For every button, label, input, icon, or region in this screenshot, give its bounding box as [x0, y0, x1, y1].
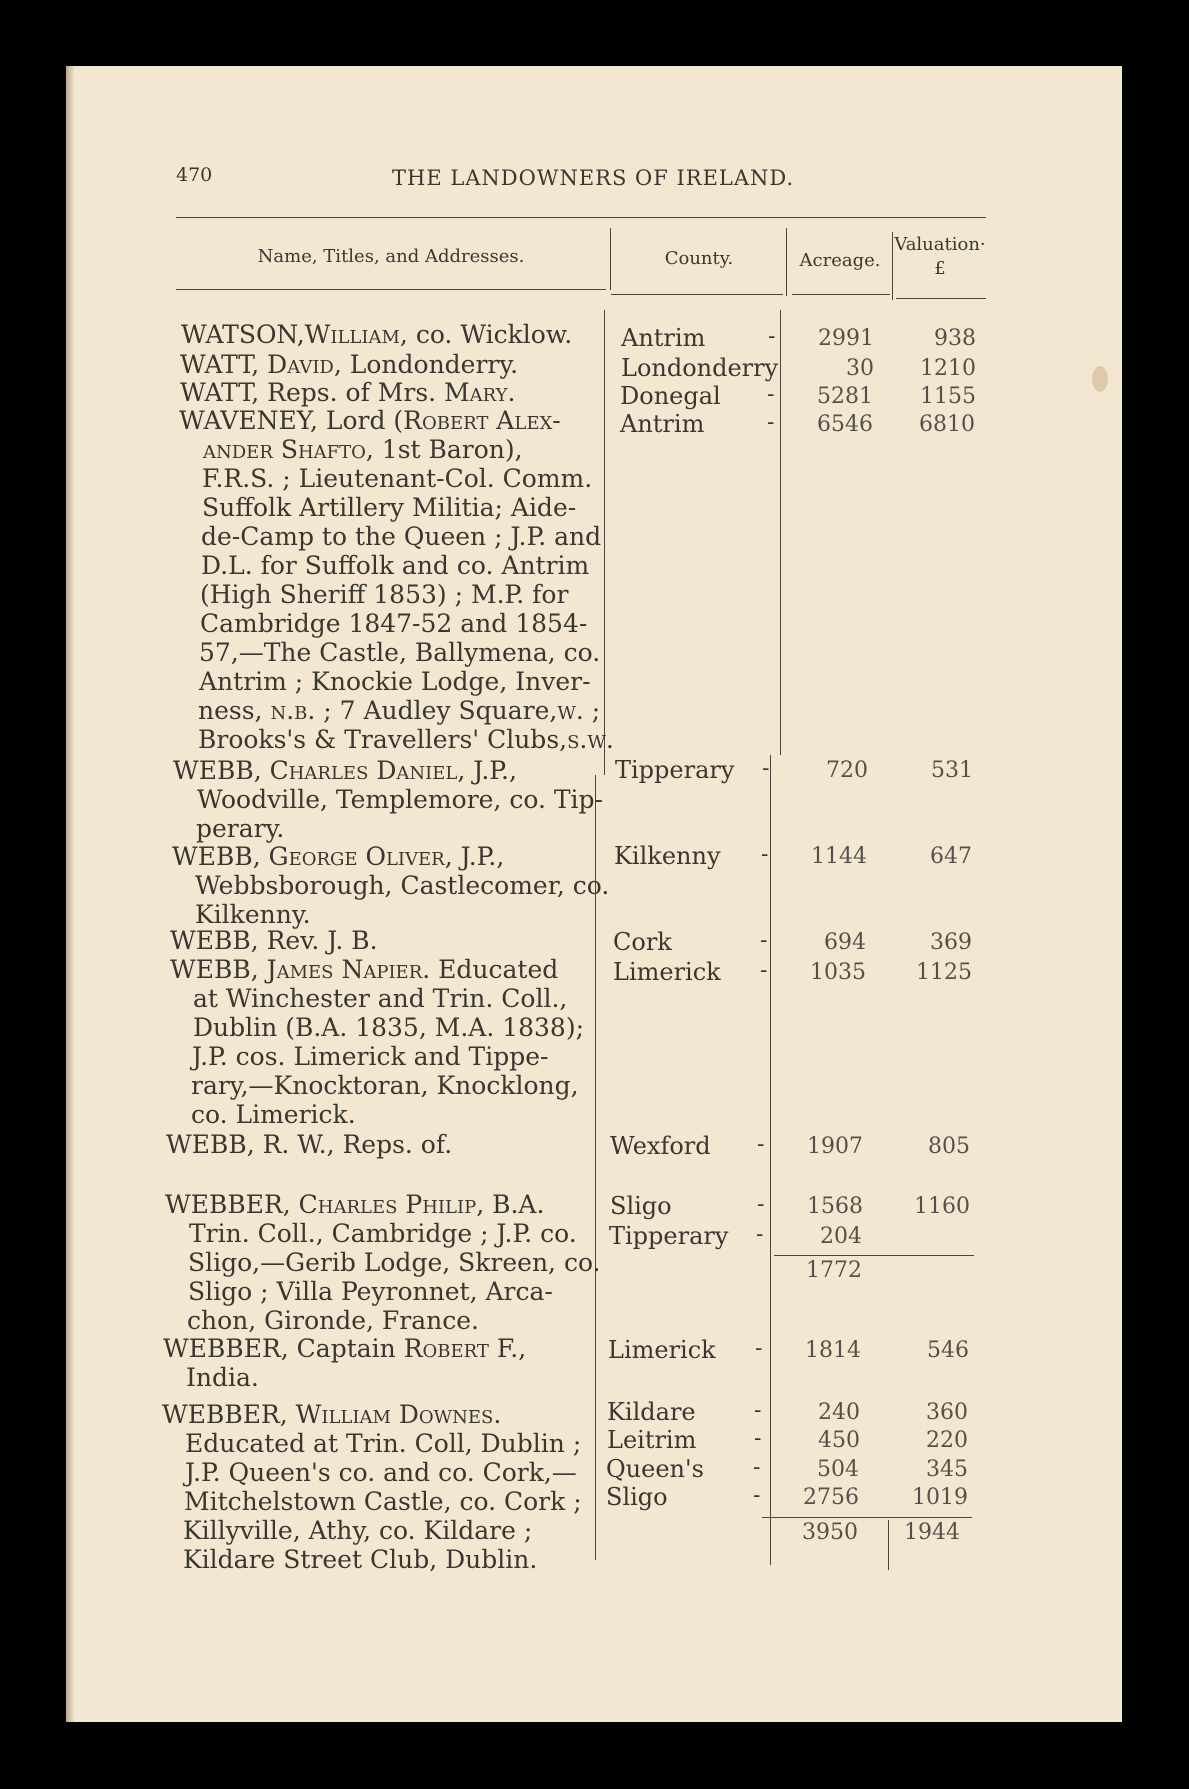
text-segment: Educated at Trin. Coll, Dublin ;	[185, 1429, 582, 1458]
name-county-divider	[610, 228, 611, 290]
county-cell: Limerick	[613, 958, 721, 986]
county-dash: -	[757, 1192, 765, 1217]
header-rule	[176, 217, 986, 218]
county-cell: Donegal	[620, 382, 721, 410]
text-segment: Kilkenny.	[195, 900, 311, 929]
county-cell: Sligo	[606, 1483, 668, 1511]
entry-detail-line	[201, 551, 589, 580]
small-caps-text: Mary.	[444, 378, 516, 407]
county-header-rule	[611, 294, 783, 295]
text-segment: WEBBER,	[165, 1190, 299, 1219]
small-caps-text: ander Shafto,	[203, 435, 374, 464]
subtotal-rule-webber-william	[762, 1517, 972, 1518]
valuation-cell: 6810	[919, 412, 975, 437]
text-segment: J.P. Queen's co. and co. Cork,—	[185, 1458, 577, 1487]
acreage-cell: 2991	[818, 326, 874, 351]
county-dash: -	[753, 1483, 761, 1508]
text-segment: perary.	[196, 814, 285, 843]
body-divider-county-acreage	[780, 310, 781, 755]
county-cell: Limerick	[608, 1336, 716, 1364]
acreage-cell: 240	[818, 1400, 860, 1425]
acreage-cell: 1568	[807, 1194, 863, 1219]
text-segment: WEBB,	[172, 842, 269, 871]
county-cell: Cork	[613, 928, 672, 956]
entry-detail-line	[203, 435, 523, 464]
acreage-cell: 1814	[805, 1338, 861, 1363]
valuation-cell: 805	[928, 1134, 970, 1159]
county-dash: -	[761, 842, 769, 867]
text-segment: co. Limerick.	[191, 1100, 356, 1129]
text-segment: Sligo,—Gerib Lodge, Skreen, co.	[188, 1248, 601, 1277]
column-header-name: Name, Titles, and Addresses.	[257, 246, 525, 267]
county-cell: Tipperary	[615, 756, 735, 784]
county-cell: Londonderry	[621, 354, 779, 382]
text-segment: WEBB, Rev. J. B.	[170, 926, 378, 955]
column-header-valuation: Valuation·	[894, 234, 986, 255]
county-cell: Kildare	[607, 1398, 696, 1426]
entry-name-line	[162, 1400, 501, 1429]
text-segment: Brooks's & Travellers' Clubs,	[198, 725, 568, 754]
column-header-acreage: Acreage.	[799, 250, 881, 271]
acreage-valuation-divider	[892, 232, 893, 300]
text-segment: Killyville, Athy, co. Kildare ;	[183, 1516, 533, 1545]
entry-detail-line	[184, 1487, 582, 1516]
small-caps-text: n.b.	[270, 696, 316, 725]
text-segment: Antrim ; Knockie Lodge, Inver-	[199, 667, 591, 696]
small-caps-text: Charles Philip,	[298, 1190, 485, 1219]
acreage-cell: 30	[846, 356, 874, 381]
text-segment: co. Wicklow.	[407, 320, 573, 349]
entry-detail-line	[185, 1458, 577, 1487]
entry-name-line	[170, 955, 558, 984]
acreage-cell: 2756	[803, 1485, 859, 1510]
text-segment: J.P.,	[452, 842, 505, 871]
text-segment: Sligo ; Villa Peyronnet, Arca-	[188, 1277, 553, 1306]
entry-name-line	[180, 378, 515, 407]
entry-detail-line	[198, 696, 600, 725]
valuation-cell: 1155	[920, 384, 976, 409]
name-header-rule	[176, 289, 606, 290]
page-gutter	[66, 66, 74, 1722]
entry-detail-line	[201, 522, 601, 551]
subtotal-rule-webber-charles	[774, 1255, 974, 1256]
valuation-cell: 546	[927, 1338, 969, 1363]
entry-name-line	[179, 406, 561, 435]
acreage-cell: 5281	[817, 384, 873, 409]
text-segment: chon, Gironde, France.	[187, 1306, 479, 1335]
county-cell: Sligo	[610, 1192, 672, 1220]
acreage-cell: 450	[818, 1428, 860, 1453]
small-caps-text: w.	[557, 696, 584, 725]
small-caps-text: Robert Alex-	[403, 406, 561, 435]
small-caps-text: William Downes.	[295, 1400, 502, 1429]
text-segment: F.R.S. ; Lieutenant-Col. Comm.	[202, 464, 593, 493]
small-caps-text: Robert	[403, 1334, 489, 1363]
county-cell: Leitrim	[607, 1426, 697, 1454]
valuation-cell: 1210	[920, 356, 976, 381]
entry-name-line	[173, 756, 517, 785]
text-segment: Woodville, Templemore, co. Tip-	[197, 785, 603, 814]
entry-name-line	[180, 350, 518, 379]
text-segment: B.A.	[484, 1190, 545, 1219]
county-cell: Antrim	[621, 324, 706, 352]
county-dash: -	[754, 1398, 762, 1423]
acreage-cell: 1907	[807, 1134, 863, 1159]
valuation-cell: 1125	[916, 960, 972, 985]
entry-detail-line	[193, 984, 567, 1013]
acreage-cell: 204	[820, 1224, 862, 1249]
acreage-total: 1772	[806, 1258, 862, 1283]
text-segment: WEBB,	[173, 756, 270, 785]
entry-detail-line	[199, 638, 600, 667]
small-caps-text: David,	[267, 350, 342, 379]
column-header-valuation-unit: £	[934, 258, 946, 279]
small-caps-text: William,	[304, 320, 408, 349]
county-cell: Queen's	[606, 1455, 704, 1483]
text-segment: rary,—Knocktoran, Knocklong,	[191, 1071, 579, 1100]
county-dash: -	[767, 382, 775, 407]
entry-detail-line	[188, 1277, 553, 1306]
entry-name-line	[165, 1190, 544, 1219]
text-segment: Trin. Coll., Cambridge ; J.P. co.	[189, 1219, 577, 1248]
acreage-total: 3950	[802, 1520, 858, 1545]
entry-detail-line	[200, 609, 587, 638]
small-caps-text: James Napier.	[266, 955, 431, 984]
text-segment: Londonderry.	[341, 350, 519, 379]
text-segment: Webbsborough, Castlecomer, co.	[195, 871, 610, 900]
entry-name-line	[170, 926, 378, 955]
county-acreage-divider	[786, 228, 787, 296]
text-segment: (High Sheriff 1853) ; M.P. for	[200, 580, 569, 609]
county-dash: -	[760, 958, 768, 983]
acreage-cell: 1035	[810, 960, 866, 985]
county-cell: Tipperary	[609, 1222, 729, 1250]
body-divider-county-acreage-lower	[770, 755, 771, 1565]
entry-detail-line	[202, 464, 592, 493]
entry-detail-line	[200, 580, 568, 609]
text-segment: 57,—The Castle, Ballymena, co.	[199, 638, 601, 667]
entry-detail-line	[199, 667, 591, 696]
entry-detail-line	[195, 871, 609, 900]
text-segment: de-Camp to the Queen ; J.P. and	[201, 522, 602, 551]
running-title: THE LANDOWNERS OF IRELAND.	[392, 166, 795, 190]
text-segment: India.	[186, 1363, 259, 1392]
text-segment: WATSON,	[181, 320, 305, 349]
text-segment: ness,	[198, 696, 271, 725]
valuation-cell: 1160	[914, 1194, 970, 1219]
valuation-cell: 647	[930, 844, 972, 869]
entry-name-line	[181, 320, 572, 349]
text-segment: WATT,	[180, 350, 268, 379]
entry-detail-line	[193, 1013, 584, 1042]
text-segment: Dublin (B.A. 1835, M.A. 1838);	[193, 1013, 585, 1042]
valuation-cell: 531	[931, 758, 973, 783]
text-segment: WEBB, R. W., Reps. of.	[166, 1130, 453, 1159]
acreage-cell: 694	[824, 930, 866, 955]
valuation-cell: 360	[926, 1400, 968, 1425]
text-segment: Educated	[430, 955, 559, 984]
county-dash: -	[754, 1426, 762, 1451]
entry-detail-line	[187, 1306, 479, 1335]
acreage-cell: 504	[817, 1457, 859, 1482]
valuation-cell: 1019	[912, 1485, 968, 1510]
entry-detail-line	[198, 725, 614, 754]
entry-detail-line	[185, 1429, 581, 1458]
entry-detail-line	[191, 1100, 356, 1129]
acreage-header-rule	[792, 294, 890, 295]
entry-detail-line	[189, 1219, 577, 1248]
text-segment: at Winchester and Trin. Coll.,	[193, 984, 568, 1013]
entry-detail-line	[188, 1248, 601, 1277]
text-segment: WEBBER,	[162, 1400, 296, 1429]
text-segment: ; 7 Audley Square,	[315, 696, 558, 725]
entry-name-line	[172, 842, 504, 871]
entry-detail-line	[191, 1071, 579, 1100]
text-segment: Cambridge 1847-52 and 1854-	[200, 609, 588, 638]
entry-detail-line	[183, 1545, 537, 1574]
entry-name-line	[163, 1334, 526, 1363]
column-header-county: County.	[664, 248, 734, 269]
county-dash: -	[756, 1222, 764, 1247]
small-caps-text: s.w.	[567, 725, 614, 754]
entry-detail-line	[202, 493, 576, 522]
valuation-header-rule	[896, 298, 986, 299]
entry-detail-line	[197, 785, 603, 814]
county-dash: -	[760, 928, 768, 953]
acreage-cell: 6546	[817, 412, 873, 437]
valuation-cell: 220	[926, 1428, 968, 1453]
county-cell: Antrim	[620, 410, 705, 438]
text-segment: 1st Baron),	[373, 435, 523, 464]
entry-detail-line	[183, 1516, 532, 1545]
entry-name-line	[166, 1130, 452, 1159]
entry-detail-line	[195, 900, 311, 929]
valuation-total: 1944	[904, 1520, 960, 1545]
county-dash: -	[757, 1132, 765, 1157]
small-caps-text: George Oliver,	[268, 842, 453, 871]
text-segment: D.L. for Suffolk and co. Antrim	[201, 551, 590, 580]
valuation-cell: 938	[934, 326, 976, 351]
page-number: 470	[176, 164, 213, 186]
text-segment: F.,	[488, 1334, 527, 1363]
acreage-cell: 1144	[811, 844, 867, 869]
text-segment: WEBB,	[170, 955, 267, 984]
valuation-cell: 345	[926, 1457, 968, 1482]
county-cell: Kilkenny	[614, 842, 721, 870]
body-divider-name-county	[604, 310, 605, 775]
small-caps-text: Charles Daniel,	[269, 756, 466, 785]
text-segment: WEBBER, Captain	[163, 1334, 404, 1363]
text-segment: J.P. cos. Limerick and Tippe-	[192, 1042, 549, 1071]
valuation-cell: 369	[930, 930, 972, 955]
county-dash: -	[753, 1455, 761, 1480]
text-segment: WAVENEY, Lord (	[179, 406, 404, 435]
text-segment: WATT, Reps. of Mrs.	[180, 378, 445, 407]
page-stain	[1092, 366, 1108, 392]
entry-detail-line	[186, 1363, 259, 1392]
acreage-cell: 720	[826, 758, 868, 783]
entry-detail-line	[196, 814, 284, 843]
text-segment: Suffolk Artillery Militia; Aide-	[202, 493, 577, 522]
county-dash: -	[768, 324, 776, 349]
text-segment: ;	[583, 696, 601, 725]
text-segment: Mitchelstown Castle, co. Cork ;	[184, 1487, 582, 1516]
county-dash: -	[762, 756, 770, 781]
county-dash: -	[767, 410, 775, 435]
text-segment: Kildare Street Club, Dublin.	[183, 1545, 538, 1574]
county-cell: Wexford	[610, 1132, 711, 1160]
county-dash: -	[755, 1336, 763, 1361]
text-segment: J.P.,	[465, 756, 517, 785]
entry-detail-line	[192, 1042, 548, 1071]
